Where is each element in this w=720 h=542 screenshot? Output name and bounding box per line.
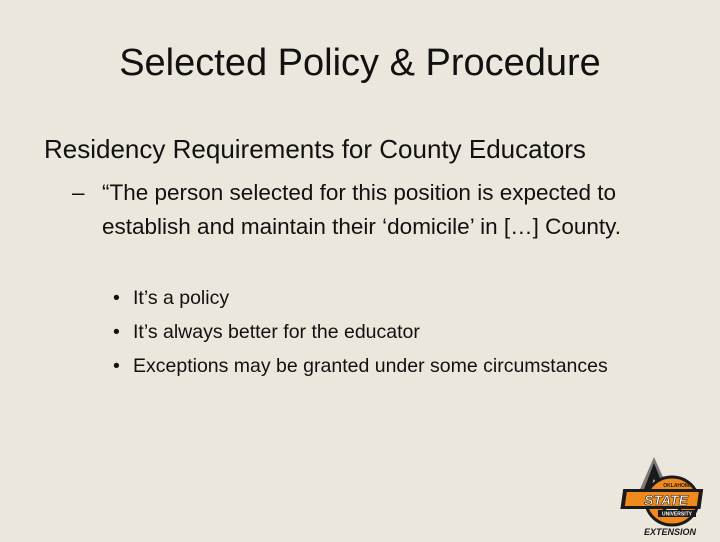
- dash-marker: –: [72, 180, 85, 205]
- logo-arc-text: OKLAHOMA: [663, 483, 693, 489]
- bullet-item-policy: [113, 284, 608, 318]
- osu-extension-logo: [614, 455, 714, 537]
- bullet-item-better: [113, 318, 608, 352]
- bullet-marker: •: [113, 287, 120, 309]
- quote-item: [72, 176, 672, 244]
- bullet-text: Exceptions may be granted under some circumstances: [133, 355, 608, 377]
- bullet-marker: •: [113, 355, 120, 377]
- slide-title: Selected Policy & Procedure: [119, 42, 601, 84]
- logo-state-text: STATE: [644, 492, 688, 508]
- bullet-marker: •: [113, 321, 120, 343]
- level1-heading: Residency Requirements for County Educators: [44, 134, 586, 164]
- bullet-text: It’s always better for the educator: [133, 321, 420, 343]
- quote-text: “The person selected for this position is expected to establish and maintain their ‘domicile’ in […] County.: [102, 180, 621, 239]
- logo-graphic: [614, 455, 714, 537]
- logo-extension-text: EXTENSION: [643, 527, 697, 537]
- logo-university-text: UNIVERSITY: [661, 511, 693, 518]
- bullet-text: It’s a policy: [133, 287, 230, 309]
- bullet-list: [113, 284, 608, 386]
- bullet-item-exceptions: [113, 352, 608, 386]
